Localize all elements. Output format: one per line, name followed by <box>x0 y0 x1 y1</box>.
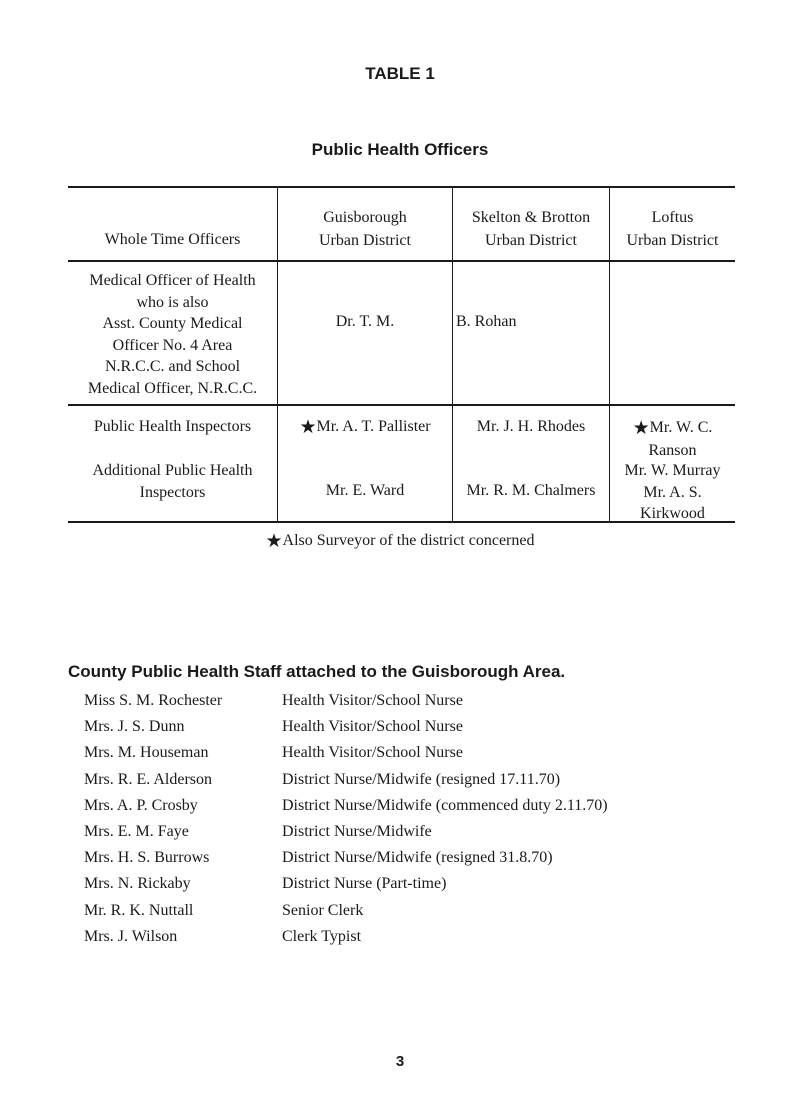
staff-role: Senior Clerk <box>282 901 364 919</box>
row2-guisborough-text: Mr. A. T. Pallister <box>316 418 431 435</box>
header-loftus-line2: Urban District <box>626 232 719 249</box>
staff-role: Health Visitor/School Nurse <box>282 744 463 762</box>
list-item <box>84 797 784 823</box>
row2-loftus-line1 <box>610 417 735 440</box>
label-line: N.R.C.C. and School <box>104 358 241 375</box>
staff-role: District Nurse (Part-time) <box>282 875 447 893</box>
row3-guisborough-value: Mr. E. Ward <box>325 482 405 499</box>
label-line: who is also <box>136 293 209 311</box>
staff-role: District Nurse/Midwife (commenced duty 2.11.70) <box>282 796 608 814</box>
staff-name: Mrs. R. E. Alderson <box>84 770 212 788</box>
row3-loftus-line1: Mr. W. Murray <box>624 462 721 479</box>
list-item <box>84 744 784 770</box>
label-line: Inspectors <box>139 483 206 501</box>
header-bottom-rule <box>68 260 735 262</box>
header-guisborough <box>278 208 452 251</box>
label-line: Medical Officer of Health <box>89 272 256 289</box>
row-additional-inspectors-label <box>68 460 277 503</box>
header-loftus <box>610 208 735 251</box>
staff-name: Miss S. M. Rochester <box>84 692 223 709</box>
staff-name: Mrs. A. P. Crosby <box>84 796 198 814</box>
staff-role: Health Visitor/School Nurse <box>282 718 463 736</box>
staff-list <box>84 692 784 954</box>
row3-loftus-value <box>610 460 735 525</box>
label-line: Additional Public Health <box>92 462 253 479</box>
staff-role: District Nurse/Midwife <box>282 822 432 840</box>
staff-role: District Nurse/Midwife (resigned 31.8.70) <box>282 849 553 867</box>
asterisk-star-icon: ★ <box>299 417 317 438</box>
staff-role: Clerk Typist <box>282 927 362 945</box>
staff-name: Mrs. E. M. Faye <box>84 822 189 840</box>
row1-guisborough-value: Dr. T. M. <box>335 313 395 330</box>
list-item <box>84 823 784 849</box>
header-loftus-line1: Loftus <box>651 209 694 226</box>
row3-loftus-line3: Kirkwood <box>640 505 705 522</box>
row3-skelton-value: Mr. R. M. Chalmers <box>466 482 596 499</box>
label-line: Asst. County Medical <box>102 315 243 332</box>
row-public-health-inspectors-label: Public Health Inspectors <box>93 418 252 435</box>
list-item <box>84 902 784 928</box>
header-skelton-brotton <box>453 208 609 251</box>
staff-name: Mr. R. K. Nuttall <box>84 901 194 919</box>
list-item <box>84 875 784 901</box>
staff-name: Mrs. M. Houseman <box>84 744 209 762</box>
row1-bottom-rule <box>68 404 735 406</box>
row2-loftus-value <box>610 417 735 461</box>
header-guisborough-line1: Guisborough <box>323 209 407 226</box>
row2-loftus-text: Mr. W. C. <box>649 419 713 436</box>
page-number: 3 <box>395 1053 405 1070</box>
staff-name: Mrs. J. Wilson <box>84 927 178 945</box>
asterisk-star-icon: ★ <box>632 418 650 439</box>
header-whole-time-officers: Whole Time Officers <box>104 231 241 248</box>
staff-role: Health Visitor/School Nurse <box>282 692 463 709</box>
header-skelton-line1: Skelton & Brotton <box>471 209 591 226</box>
asterisk-star-icon: ★ <box>265 531 283 552</box>
list-item <box>84 718 784 744</box>
list-item <box>84 849 784 875</box>
header-guisborough-line2: Urban District <box>319 232 411 249</box>
row1-skelton-value: B. Rohan <box>456 313 517 330</box>
table-top-rule <box>68 186 735 188</box>
table-subtitle: Public Health Officers <box>311 140 489 159</box>
row2-loftus-line2: Ranson <box>648 441 697 459</box>
staff-name: Mrs. J. S. Dunn <box>84 718 185 736</box>
footnote-text: Also Surveyor of the district concerned <box>282 532 535 549</box>
staff-heading: County Public Health Staff attached to the Guisborough Area. <box>68 662 566 681</box>
row2-skelton-value: Mr. J. H. Rhodes <box>476 418 586 435</box>
staff-name: Mrs. N. Rickaby <box>84 875 191 893</box>
public-health-officers-table <box>68 186 735 526</box>
label-line: Medical Officer, N.R.C.C. <box>87 379 258 397</box>
label-line: Officer No. 4 Area <box>112 336 233 354</box>
staff-name: Mrs. H. S. Burrows <box>84 849 210 867</box>
list-item <box>84 771 784 797</box>
table-footnote <box>0 530 800 553</box>
row-medical-officer-label <box>68 270 277 399</box>
staff-role: District Nurse/Midwife (resigned 17.11.70) <box>282 770 561 788</box>
list-item <box>84 692 784 718</box>
row2-guisborough-value <box>278 417 452 438</box>
table-title: TABLE 1 <box>365 64 435 83</box>
header-skelton-line2: Urban District <box>485 232 577 249</box>
row3-loftus-line2: Mr. A. S. <box>643 483 702 501</box>
list-item <box>84 928 784 954</box>
